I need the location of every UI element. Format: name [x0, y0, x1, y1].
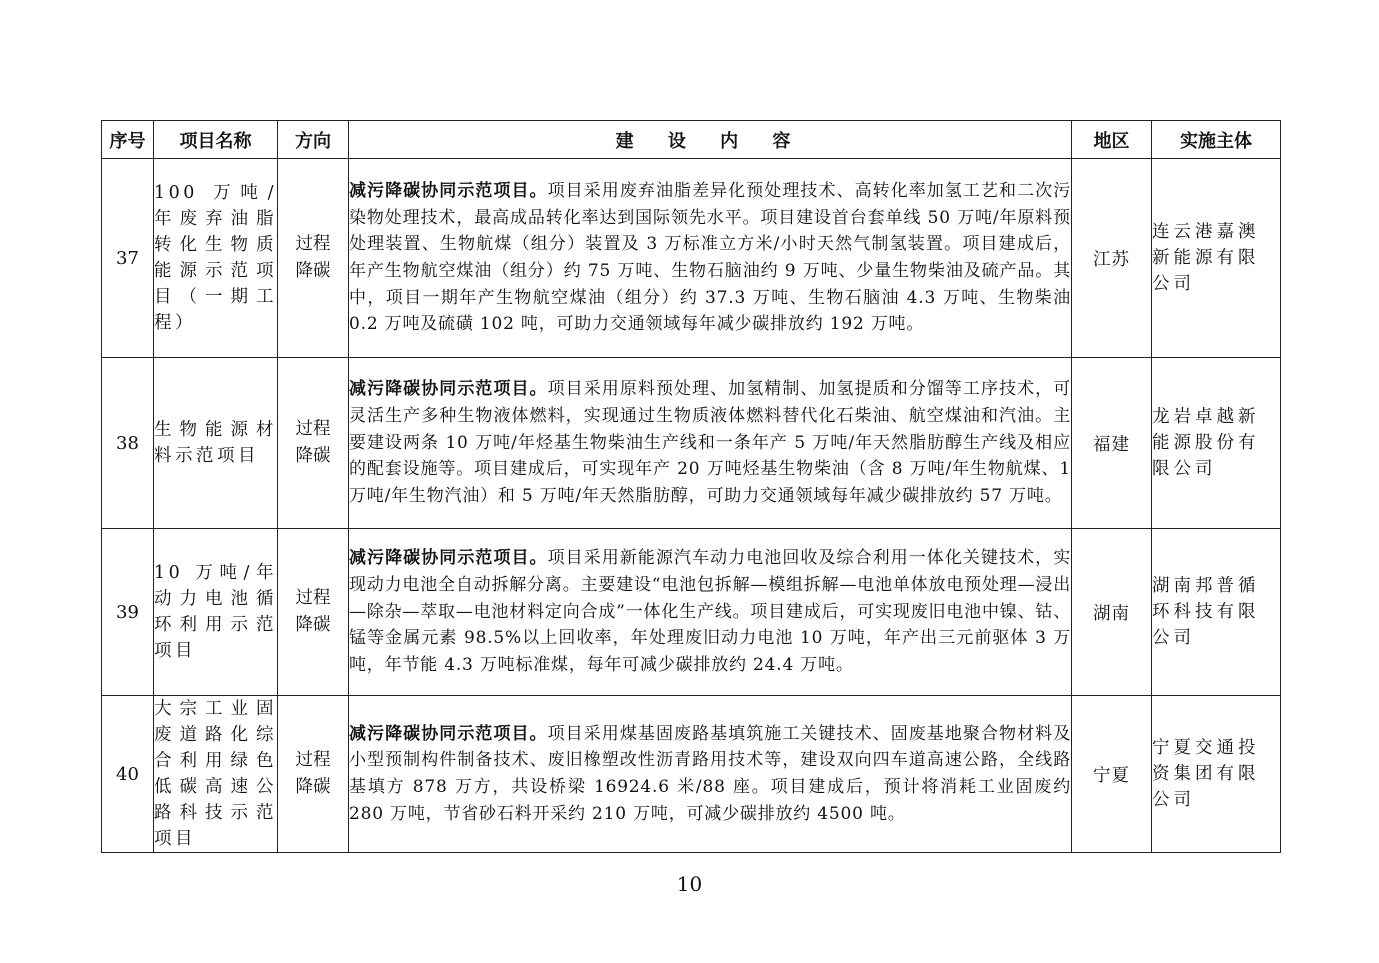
header-name: 项目名称 — [154, 121, 278, 159]
header-org: 实施主体 — [1152, 121, 1281, 159]
row-region: 宁夏 — [1072, 696, 1152, 853]
row-project-name: 10 万吨/年动力电池循环利用示范项目 — [154, 529, 278, 696]
row-org: 连云港嘉澳新能源有限公司 — [1152, 159, 1281, 358]
content-lead: 减污降碳协同示范项目。 — [349, 548, 548, 569]
row-project-name: 生物能源材料示范项目 — [154, 358, 278, 529]
row-content — [349, 159, 1072, 358]
header-content: 建 设 内 容 — [349, 121, 1072, 159]
content-lead: 减污降碳协同示范项目。 — [349, 180, 548, 201]
page-number: 10 — [676, 872, 703, 896]
row-direction — [278, 529, 349, 696]
table-row — [102, 159, 1281, 358]
row-org: 龙岩卓越新能源股份有限公司 — [1152, 358, 1281, 529]
content-body: 项目采用原料预处理、加氢精制、加氢提质和分馏等工序技术，可灵活生产多种生物液体燃料，实现通过生物质液体燃料替代化石柴油、航空煤油和汽油。主要建设两条 10 万吨/年烃基生物柴油生产线和一条年产 5 万吨/年天然脂肪醇生产线及相应的配套设施等。项目建成后，可实现年产 20 万吨烃基生物柴油（含 8 万吨/年生物航煤、1 万吨/年生物汽油）和 5 万吨/年天然脂肪醇，可助力交通领域每年减少碳排放约 57 万吨。 — [349, 379, 1071, 507]
table-row — [102, 529, 1281, 696]
row-org: 宁夏交通投资集团有限公司 — [1152, 696, 1281, 853]
content-lead: 减污降碳协同示范项目。 — [349, 379, 548, 400]
header-region: 地区 — [1072, 121, 1152, 159]
row-content — [349, 358, 1072, 529]
content-body: 项目采用煤基固废路基填筑施工关键技术、固废基地聚合物材料及小型预制构件制备技术、废旧橡塑改性沥青路用技术等，建设双向四车道高速公路，全线路基填方 878 万方，共设桥梁 16924.6 米/88 座。项目建成后，预计将消耗工业固废约 280 万吨，节省砂石料开采约 210 万吨，可减少碳排放约 4500 吨。 — [349, 723, 1071, 824]
row-num: 39 — [102, 529, 154, 696]
row-region: 江苏 — [1072, 159, 1152, 358]
row-project-name: 大宗工业固废道路化综合利用绿色低碳高速公路科技示范项目 — [154, 696, 278, 853]
direction-text: 过程降碳 — [295, 588, 331, 635]
row-num: 37 — [102, 159, 154, 358]
row-content — [349, 529, 1072, 696]
row-org: 湖南邦普循环科技有限公司 — [1152, 529, 1281, 696]
direction-text: 过程降碳 — [295, 419, 331, 466]
project-table — [101, 120, 1281, 853]
content-body: 项目采用废弃油脂差异化预处理技术、高转化率加氢工艺和二次污染物处理技术，最高成品转化率达到国际领先水平。项目建设首台套单线 50 万吨/年原料预处理装置、生物航煤（组分）装置及 3 万标准立方米/小时天然气制氢装置。项目建成后，年产生物航空煤油（组分）约 75 万吨、生物石脑油约 9 万吨、少量生物柴油及硫产品。其中，项目一期年产生物航空煤油（组分）约 37.3 万吨、生物石脑油 4.3 万吨、生物柴油 0.2 万吨及硫磺 102 吨，可助力交通领域每年减少碳排放约 192 万吨。 — [349, 180, 1071, 335]
row-direction — [278, 159, 349, 358]
row-num: 38 — [102, 358, 154, 529]
table-row — [102, 696, 1281, 853]
header-direction: 方向 — [278, 121, 349, 159]
row-project-name: 100 万吨/年废弃油脂转化生物质能源示范项目（一期工程） — [154, 159, 278, 358]
row-content — [349, 696, 1072, 853]
table-header-row — [102, 121, 1281, 159]
direction-text: 过程降碳 — [295, 234, 331, 281]
direction-text: 过程降碳 — [295, 750, 331, 797]
row-num: 40 — [102, 696, 154, 853]
table-row — [102, 358, 1281, 529]
row-region: 湖南 — [1072, 529, 1152, 696]
row-direction — [278, 358, 349, 529]
content-lead: 减污降碳协同示范项目。 — [349, 723, 548, 744]
row-direction — [278, 696, 349, 853]
content-body: 项目采用新能源汽车动力电池回收及综合利用一体化关键技术，实现动力电池全自动拆解分离。主要建设“电池包拆解—模组拆解—电池单体放电预处理—浸出—除杂—萃取—电池材料定向合成”一体化生产线。项目建成后，可实现废旧电池中镍、钴、锰等金属元素 98.5%以上回收率，年处理废旧动力电池 10 万吨，年产出三元前驱体 3 万吨，年节能 4.3 万吨标准煤，每年可减少碳排放约 24.4 万吨。 — [349, 548, 1071, 676]
header-num: 序号 — [102, 121, 154, 159]
row-region: 福建 — [1072, 358, 1152, 529]
